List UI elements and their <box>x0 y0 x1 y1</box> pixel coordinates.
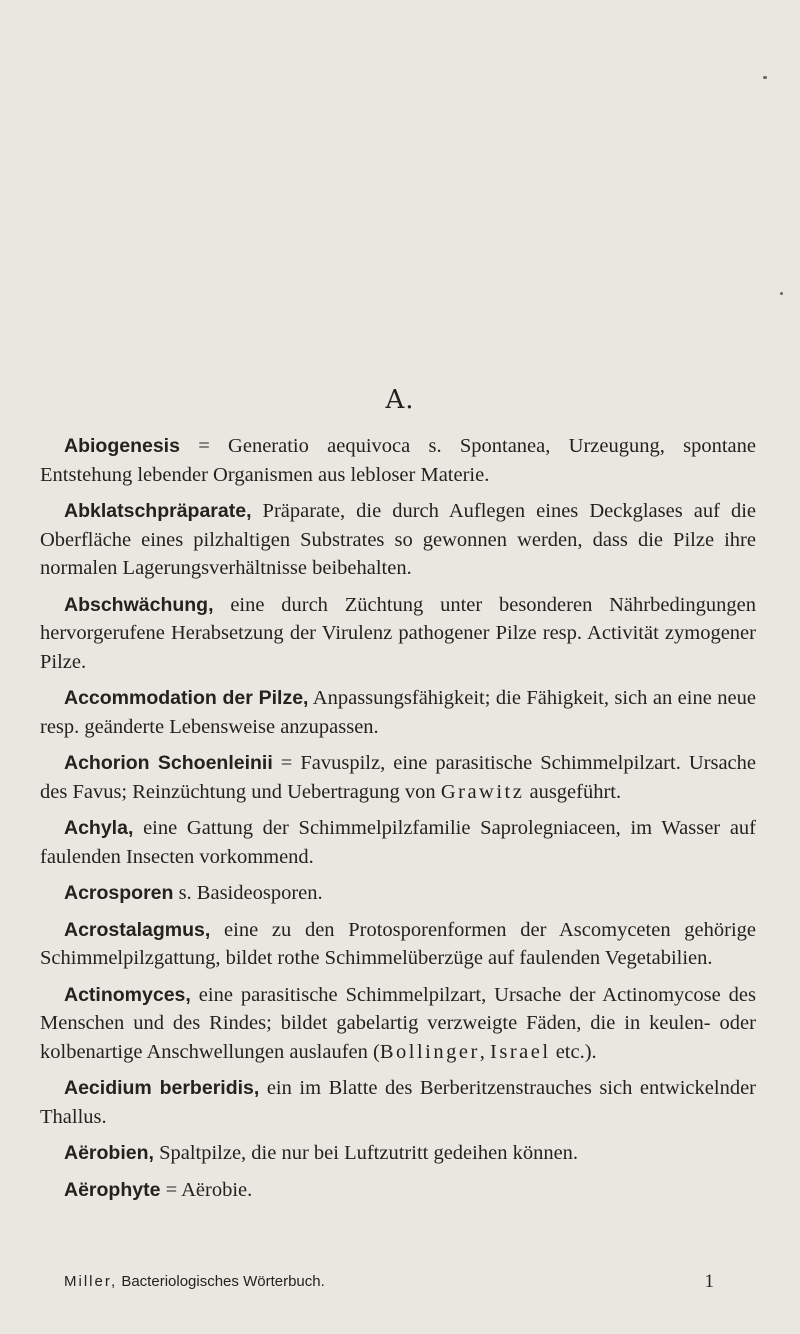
entry-term: Acrosporen <box>64 882 174 904</box>
entry-abschwaechung <box>40 591 756 677</box>
entry-term: Achorion Schoenleinii <box>64 752 273 774</box>
dictionary-entries <box>40 432 756 1212</box>
entry-definition: s. Basideosporen. <box>173 882 323 904</box>
entry-acrosporen <box>40 879 756 908</box>
entry-term: Abklatschpräparate, <box>64 500 252 522</box>
page-footer <box>64 1273 714 1290</box>
entry-term: Actinomyces, <box>64 983 191 1006</box>
entry-achyla <box>40 814 756 871</box>
entry-accommodation <box>40 684 756 741</box>
entry-definition: Spaltpilze, die nur bei Luftzutritt gedeihen können. <box>153 1142 579 1164</box>
cited-author: Grawitz <box>440 780 525 803</box>
entry-abklatschpraeparate <box>40 497 756 583</box>
entry-definition: eine Gattung der Schimmelpilzfamilie Saprolegniaceen, im Wasser auf faulenden Insecten vorkommend. <box>40 817 756 868</box>
entry-definition: eine parasitische Schimmelpilzart, Ursache der Actinomycose des Menschen und des Rindes; bildet gabelartig verzweigte Fäden, die in keulen- oder kolbenartige Anschwellungen auslaufen ( <box>40 983 756 1063</box>
entry-definition: eine zu den Protosporenformen der Ascomyceten gehörige Schimmelpilzgattung, bildet rothe Schimmelüberzüge auf faulenden Vegetabilien. <box>40 918 756 969</box>
entry-definition-end: etc.). <box>550 1040 597 1063</box>
entry-definition: eine durch Züchtung unter besonderen Nährbedingungen hervorgerufene Herabsetzung der Virulenz pathogener Pilze resp. Activität zymogener Pilze. <box>40 593 756 673</box>
entry-aerophyte <box>40 1176 756 1205</box>
entry-achorion <box>40 749 756 806</box>
entry-actinomyces <box>40 981 756 1067</box>
entry-term: Aërophyte <box>64 1178 161 1201</box>
entry-term: Aecidium berberidis, <box>64 1077 260 1099</box>
entry-definition-mid: , <box>479 1040 491 1063</box>
entry-acrostalagmus <box>40 916 756 973</box>
entry-definition: = Aërobie. <box>160 1178 253 1201</box>
cited-author: Israel <box>490 1040 551 1063</box>
entry-definition-end: ausgeführt. <box>524 780 622 803</box>
entry-term: Abschwächung, <box>64 593 214 616</box>
paper-speck <box>763 76 767 79</box>
entry-term: Accommodation der Pilze, <box>64 687 309 709</box>
entry-definition: Anpassungsfähigkeit; die Fähigkeit, sich an eine neue resp. geänderte Lebensweise anzupassen. <box>40 687 756 738</box>
page-number: 1 <box>704 1271 714 1292</box>
entry-term: Acrostalagmus, <box>64 918 211 941</box>
footer-book-title: Bacteriologisches Wörterbuch. <box>117 1273 325 1290</box>
entry-aerobien <box>40 1139 756 1168</box>
entry-term: Aërobien, <box>64 1142 154 1164</box>
entry-aecidium <box>40 1074 756 1131</box>
section-letter: A. <box>385 385 415 415</box>
entry-term: Achyla, <box>64 817 134 839</box>
paper-speck <box>780 292 783 295</box>
entry-definition: = Favuspilz, eine parasitische Schimmelpilzart. Ursache des Favus; Reinzüchtung und Uebertragung von <box>40 752 756 803</box>
entry-definition: ein im Blatte des Berberitzenstrauches sich entwickelnder Thallus. <box>40 1077 756 1128</box>
footer-author: Miller, <box>64 1273 118 1290</box>
entry-term: Abiogenesis <box>64 435 180 457</box>
entry-definition: = Generatio aequivoca s. Spontanea, Urzeugung, spontane Entstehung lebender Organismen aus lebloser Materie. <box>40 435 756 486</box>
entry-definition: Präparate, die durch Auflegen eines Deckglases auf die Oberfläche eines pilzhaltigen Substrates so gewonnen werden, dass die Pilze ihre normalen Lagerungsverhältnisse beibehalten. <box>40 500 756 579</box>
entry-abiogenesis <box>40 432 756 489</box>
cited-author: Bollinger <box>379 1040 480 1063</box>
